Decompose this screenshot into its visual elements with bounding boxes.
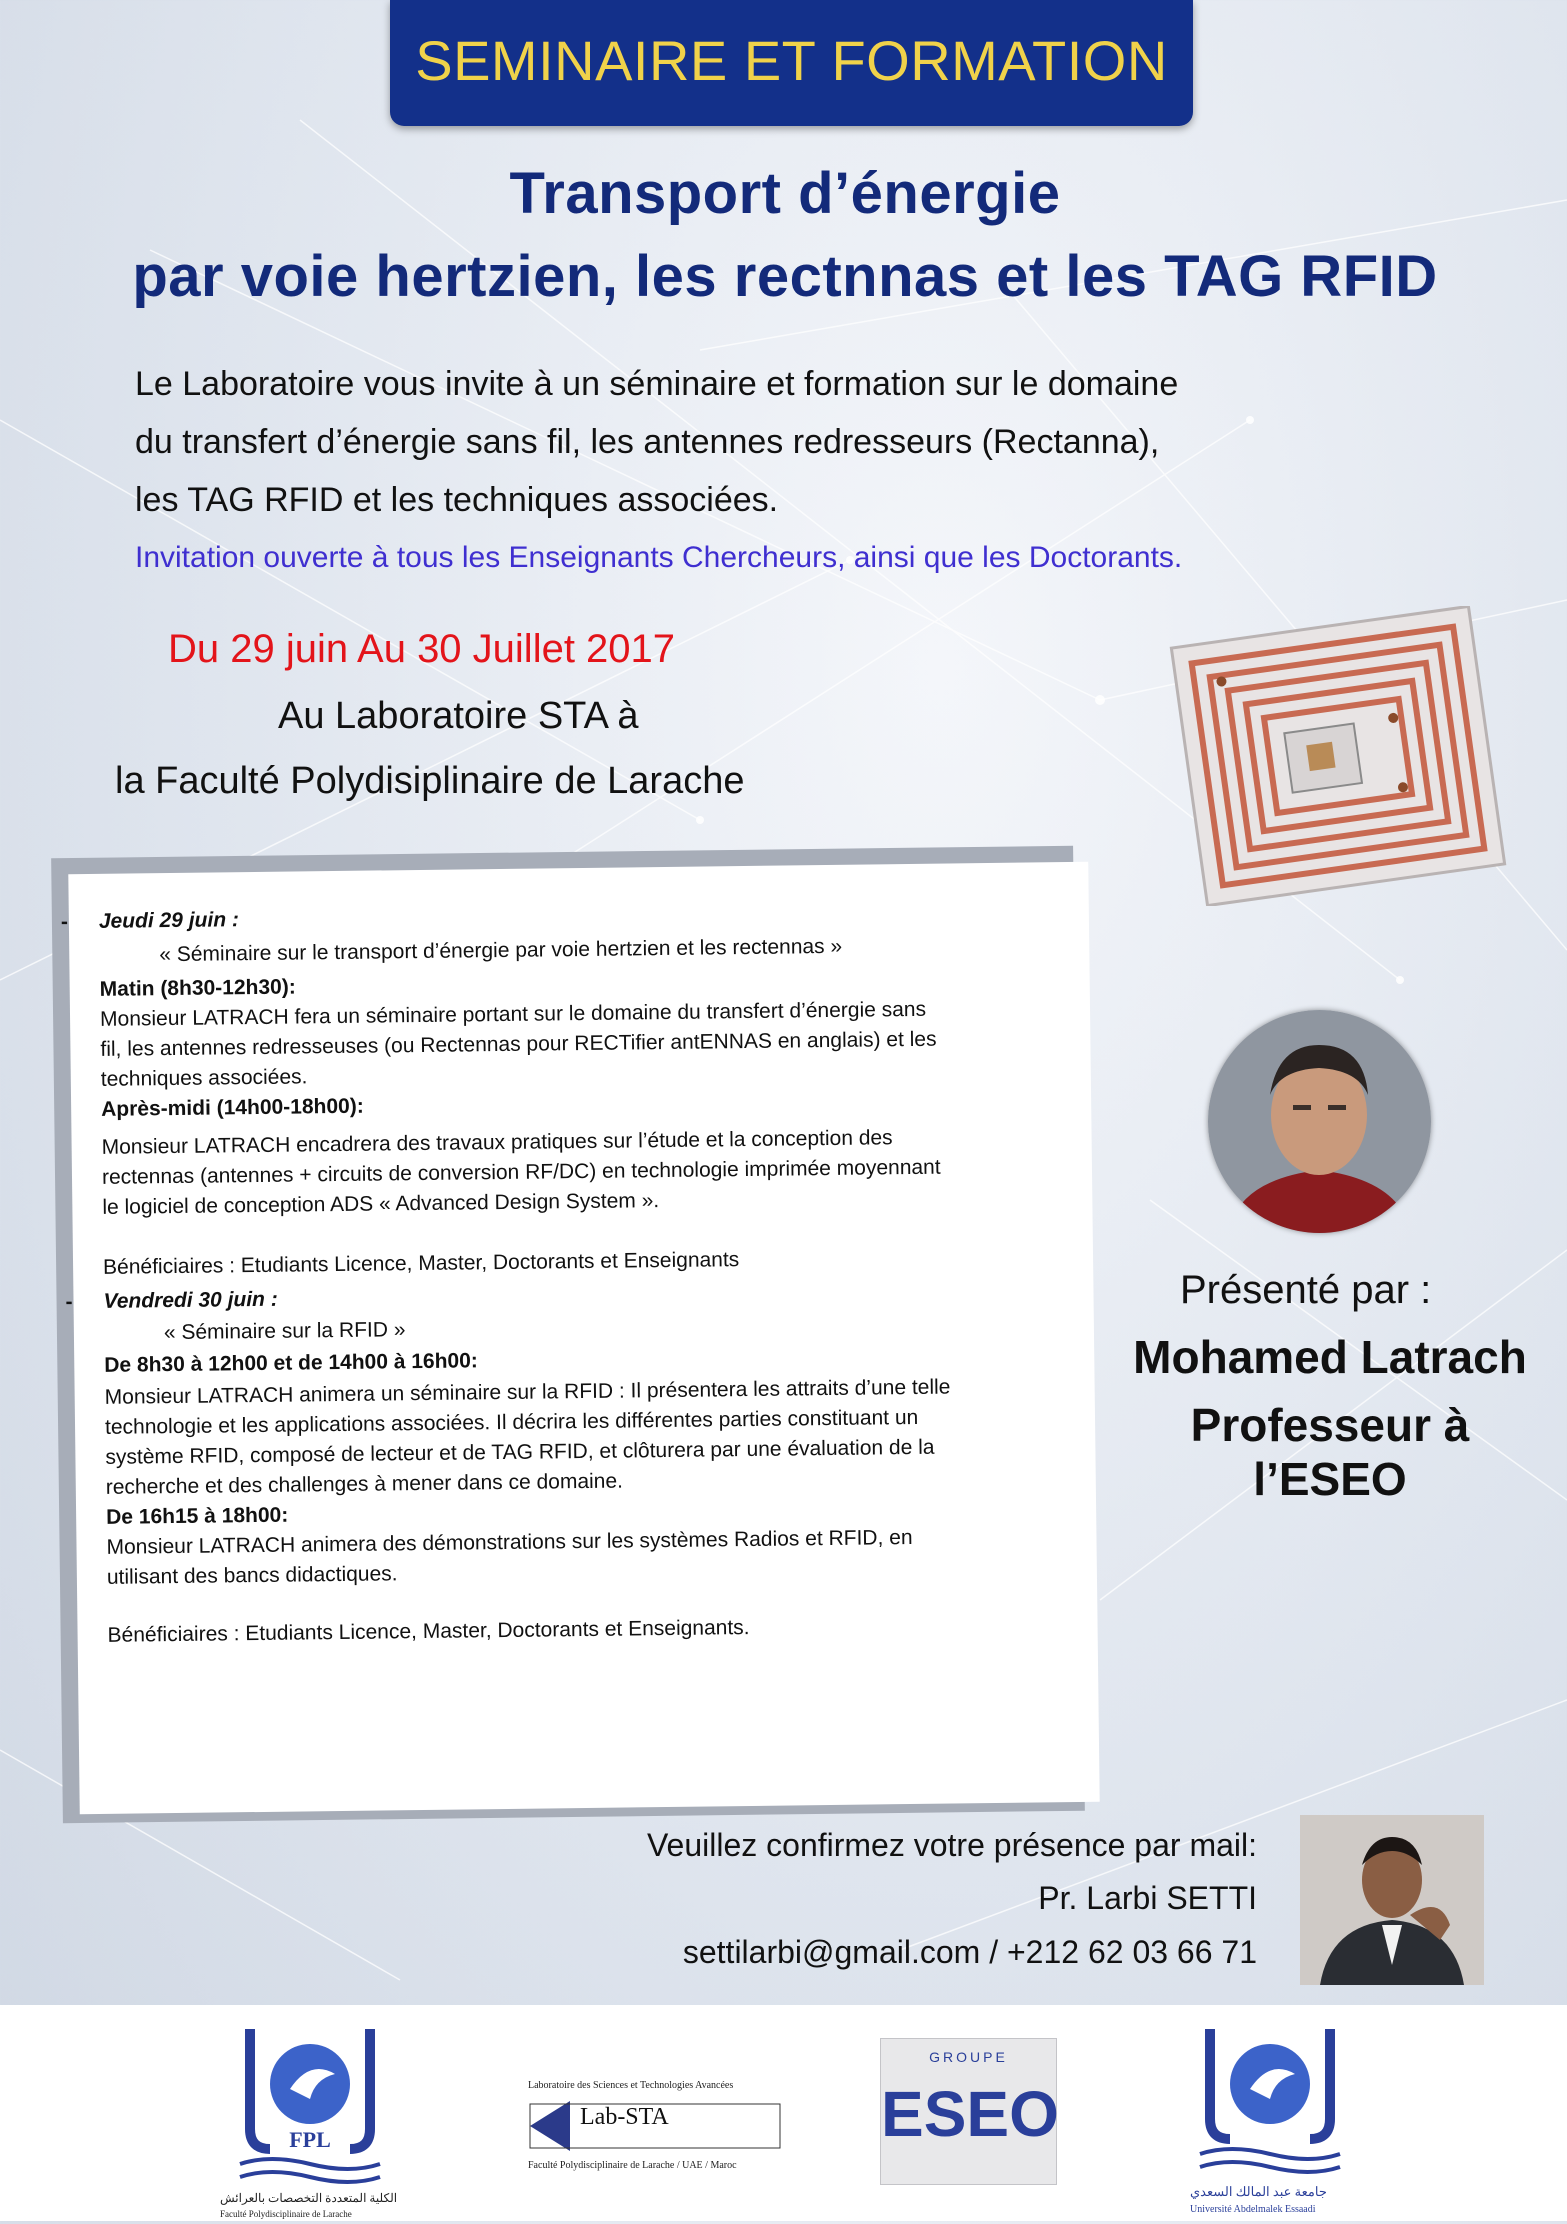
- day2-heading: Vendredi 30 juin :: [103, 1287, 278, 1313]
- day2-slot1-text-4: recherche et des challenges à mener dans ce domaine.: [105, 1469, 624, 1499]
- day1-beneficiaries: Bénéficiaires : Etudiants Licence, Master, Doctorants et Enseignants: [102, 1248, 740, 1279]
- event-dates: Du 29 juin Au 30 Juillet 2017: [168, 627, 676, 671]
- page-title-line-2: par voie hertzien, les rectnnas et les TAG RFID: [132, 244, 1438, 309]
- contact-line-1: Veuillez confirmez votre présence par mail:: [646, 1827, 1257, 1863]
- presenter-portrait-icon: [1208, 1010, 1431, 1233]
- day1-afternoon-text-3: le logiciel de conception ADS « Advanced Design System ».: [102, 1189, 660, 1219]
- day1-afternoon-text-2: rectennas (antennes + circuits de conversion RF/DC) en technologie imprimée moyennant: [101, 1155, 941, 1189]
- day2-slot2-label: De 16h15 à 18h00:: [106, 1503, 289, 1529]
- program-box: [60, 862, 1099, 1814]
- uae-logo: [1170, 2019, 1370, 2224]
- fpl-emblem-icon: [210, 2019, 410, 2189]
- day1-topic: « Séminaire sur le transport d’énergie par voie hertzien et les rectennas »: [159, 934, 843, 967]
- day2-slot1-text-3: système RFID, composé de lecteur et de TAG RFID, et clôturera par une évaluation de la: [105, 1435, 935, 1469]
- day2-slot1-text-2: technologie et les applications associées. Il décrira les différentes parties constituant un: [104, 1405, 919, 1439]
- footer-logos: [0, 2005, 1567, 2221]
- presented-by-label: Présenté par :: [1180, 1268, 1432, 1312]
- presenter-photo: [1208, 1010, 1431, 1233]
- presenter-role: Professeur à l’ESEO: [1190, 1399, 1470, 1505]
- intro-line-1: Le Laboratoire vous invite à un séminaire et formation sur le domaine: [135, 365, 1179, 403]
- day1-morning-text-1: Monsieur LATRACH fera un séminaire portant sur le domaine du transfert d’énergie sans: [99, 997, 927, 1031]
- day2-slot2-text-2: utilisant des bancs didactiques.: [106, 1562, 398, 1589]
- day2-slot1-label: De 8h30 à 12h00 et de 14h00 à 16h00:: [104, 1349, 478, 1377]
- intro-line-2: du transfert d’énergie sans fil, les antennes redresseurs (Rectanna),: [135, 423, 1160, 461]
- day1-morning-text-2: fil, les antennes redresseuses (ou Rectennas pour RECTifier antENNAS en anglais) et les: [100, 1027, 937, 1061]
- lab-sta-top-text: Laboratoire des Sciences et Technologies Avancées: [528, 2080, 734, 2091]
- page-title-line-1: Transport d’énergie: [509, 161, 1061, 226]
- fpl-logo: [210, 2019, 410, 2219]
- location-line-2: la Faculté Polydisiplinaire de Larache: [115, 760, 745, 802]
- day2-topic: « Séminaire sur la RFID »: [163, 1318, 406, 1345]
- day1-afternoon-text-1: Monsieur LATRACH encadrera des travaux pratiques sur l’étude et la conception des: [101, 1126, 893, 1159]
- intro-line-3: les TAG RFID et les techniques associées.: [135, 481, 779, 519]
- day1-morning-text-3: techniques associées.: [100, 1065, 308, 1091]
- uae-arabic: جامعة عبد المالك السعدي: [1190, 2184, 1327, 2199]
- day1-dash: -: [60, 910, 69, 934]
- day2-beneficiaries: Bénéficiaires : Etudiants Licence, Master, Doctorants et Enseignants.: [107, 1615, 750, 1647]
- uae-caption: Université Abdelmalek Essaadi: [1190, 2204, 1316, 2215]
- contact-portrait-icon: [1300, 1815, 1484, 1985]
- day1-morning-label: Matin (8h30-12h30):: [99, 975, 296, 1001]
- eseo-name: ESEO: [881, 2078, 1059, 2150]
- uae-emblem-icon: [1170, 2019, 1370, 2179]
- rfid-tag-image: [1158, 606, 1518, 906]
- presenter-name: Mohamed Latrach: [1133, 1331, 1527, 1383]
- day1-heading: Jeudi 29 juin :: [98, 908, 240, 933]
- lab-sta-name: Lab-STA: [580, 2104, 669, 2130]
- header-banner: SEMINAIRE ET FORMATION: [390, 0, 1193, 126]
- day2-dash: -: [65, 1290, 73, 1314]
- fpl-caption: Faculté Polydisciplinaire de Larache: [220, 2209, 352, 2219]
- lab-sta-logo: [520, 2080, 790, 2180]
- eseo-group-text: GROUPE: [929, 2049, 1008, 2065]
- contact-name: Pr. Larbi SETTI: [1038, 1880, 1257, 1916]
- eseo-logo: [880, 2038, 1057, 2185]
- invitation-text: Invitation ouverte à tous les Enseignants Chercheurs, ainsi que les Doctorants.: [135, 541, 1183, 574]
- location-line-1: Au Laboratoire STA à: [278, 695, 639, 737]
- day2-slot1-text-1: Monsieur LATRACH animera un séminaire sur la RFID : Il présentera les attraits d’une telle: [104, 1375, 951, 1409]
- day1-afternoon-label: Après-midi (14h00-18h00):: [101, 1094, 364, 1121]
- fpl-arabic: الكلية المتعددة التخصصات بالعرائش: [220, 2191, 398, 2205]
- svg-text:FPL: FPL: [289, 2127, 331, 2152]
- contact-email-phone[interactable]: settilarbi@gmail.com / +212 62 03 66 71: [682, 1934, 1257, 1970]
- lab-sta-bottom-text: Faculté Polydisciplinaire de Larache / UAE / Maroc: [528, 2160, 737, 2171]
- day2-slot2-text-1: Monsieur LATRACH animera des démonstrations sur les systèmes Radios et RFID, en: [106, 1526, 913, 1559]
- contact-photo: [1300, 1815, 1484, 1985]
